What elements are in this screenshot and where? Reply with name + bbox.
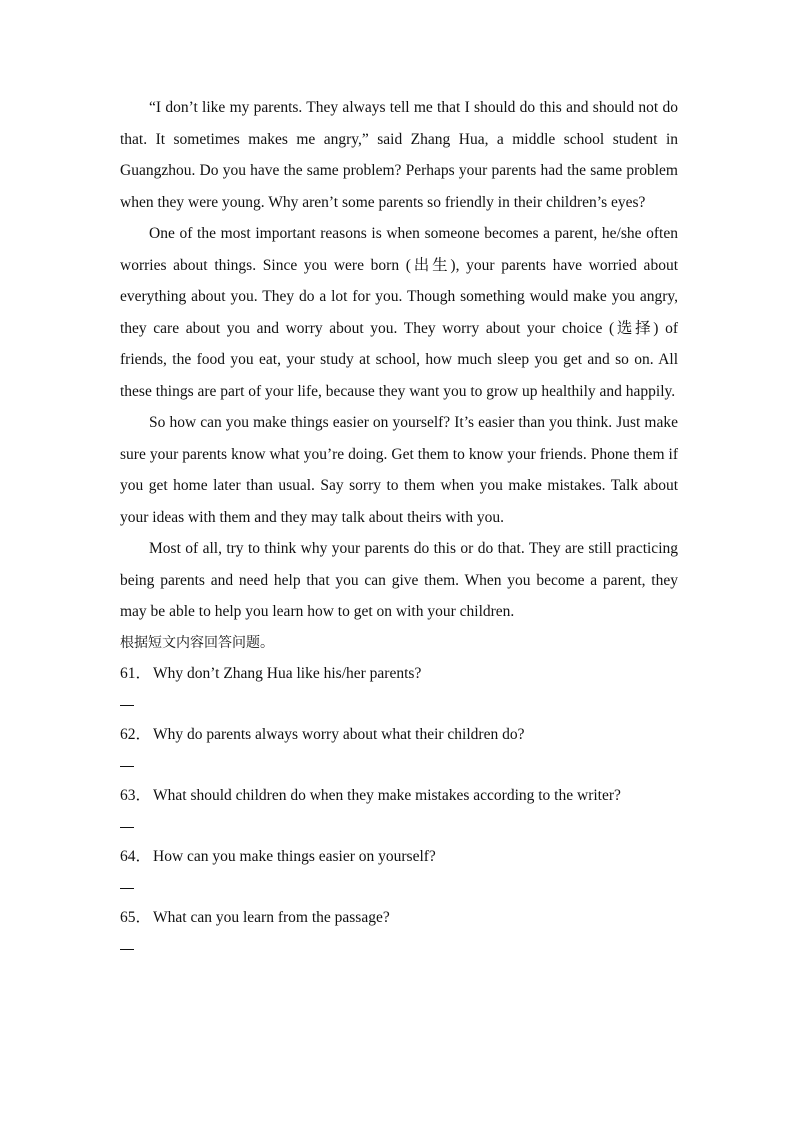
passage-paragraph-4: Most of all, try to think why your parents do this or do that. They are still practicing being parents and need help that you can give them. When you become a parent, they may be able to help you learn how to get on with your children. [120, 540, 678, 620]
question-62 [120, 720, 678, 750]
answer-field-63[interactable] [120, 811, 678, 842]
answer-field-62[interactable] [120, 750, 678, 781]
question-text: Why don’t Zhang Hua like his/her parents? [153, 665, 422, 682]
question-number: 62． [120, 726, 152, 743]
answer-field-61[interactable] [120, 689, 678, 720]
question-61 [120, 659, 678, 689]
question-65 [120, 903, 678, 933]
question-number: 63． [120, 787, 152, 804]
answer-field-65[interactable] [120, 933, 678, 964]
answer-blank-line [120, 827, 134, 828]
question-block-61 [120, 659, 678, 720]
question-number: 64． [120, 848, 152, 865]
answer-blank-line [120, 888, 134, 889]
question-block-65 [120, 903, 678, 964]
passage-paragraph-2: One of the most important reasons is when someone becomes a parent, he/she often worries about things. Since you were born (出生), your parents have worried about everything about you. They do a lot for you. Though something would make you angry, they care about you and worry about you. They worry about your choice (选择) of friends, the food you eat, your study at school, how much sleep you get and so on. All these things are part of your life, because they want you to grow up healthily and happily. [120, 225, 678, 400]
question-63 [120, 781, 678, 811]
question-text: How can you make things easier on yourself? [153, 848, 436, 865]
answer-blank-line [120, 949, 134, 950]
question-block-64 [120, 842, 678, 903]
question-number: 65． [120, 909, 152, 926]
answer-blank-line [120, 705, 134, 706]
passage-paragraph-1: “I don’t like my parents. They always tell me that I should do this and should not do that. It sometimes makes me angry,” said Zhang Hua, a middle school student in Guangzhou. Do you have the same problem? Perhaps your parents had the same problem when they were young. Why aren’t some parents so friendly in their children’s eyes? [120, 99, 678, 211]
answer-field-64[interactable] [120, 872, 678, 903]
passage-paragraph-3: So how can you make things easier on yourself? It’s easier than you think. Just make sure your parents know what you’re doing. Get them to know your friends. Phone them if you get home later than usual. Say sorry to them when you make mistakes. Talk about your ideas with them and they may talk about theirs with you. [120, 414, 678, 526]
instruction-text: 根据短文内容回答问题。 [120, 634, 274, 651]
question-text: What should children do when they make mistakes according to the writer? [153, 787, 621, 804]
question-64 [120, 842, 678, 872]
question-text: What can you learn from the passage? [153, 909, 390, 926]
question-block-63 [120, 781, 678, 842]
answer-blank-line [120, 766, 134, 767]
question-text: Why do parents always worry about what their children do? [153, 726, 525, 743]
document-page [120, 92, 678, 964]
question-number: 61． [120, 665, 152, 682]
question-block-62 [120, 720, 678, 781]
